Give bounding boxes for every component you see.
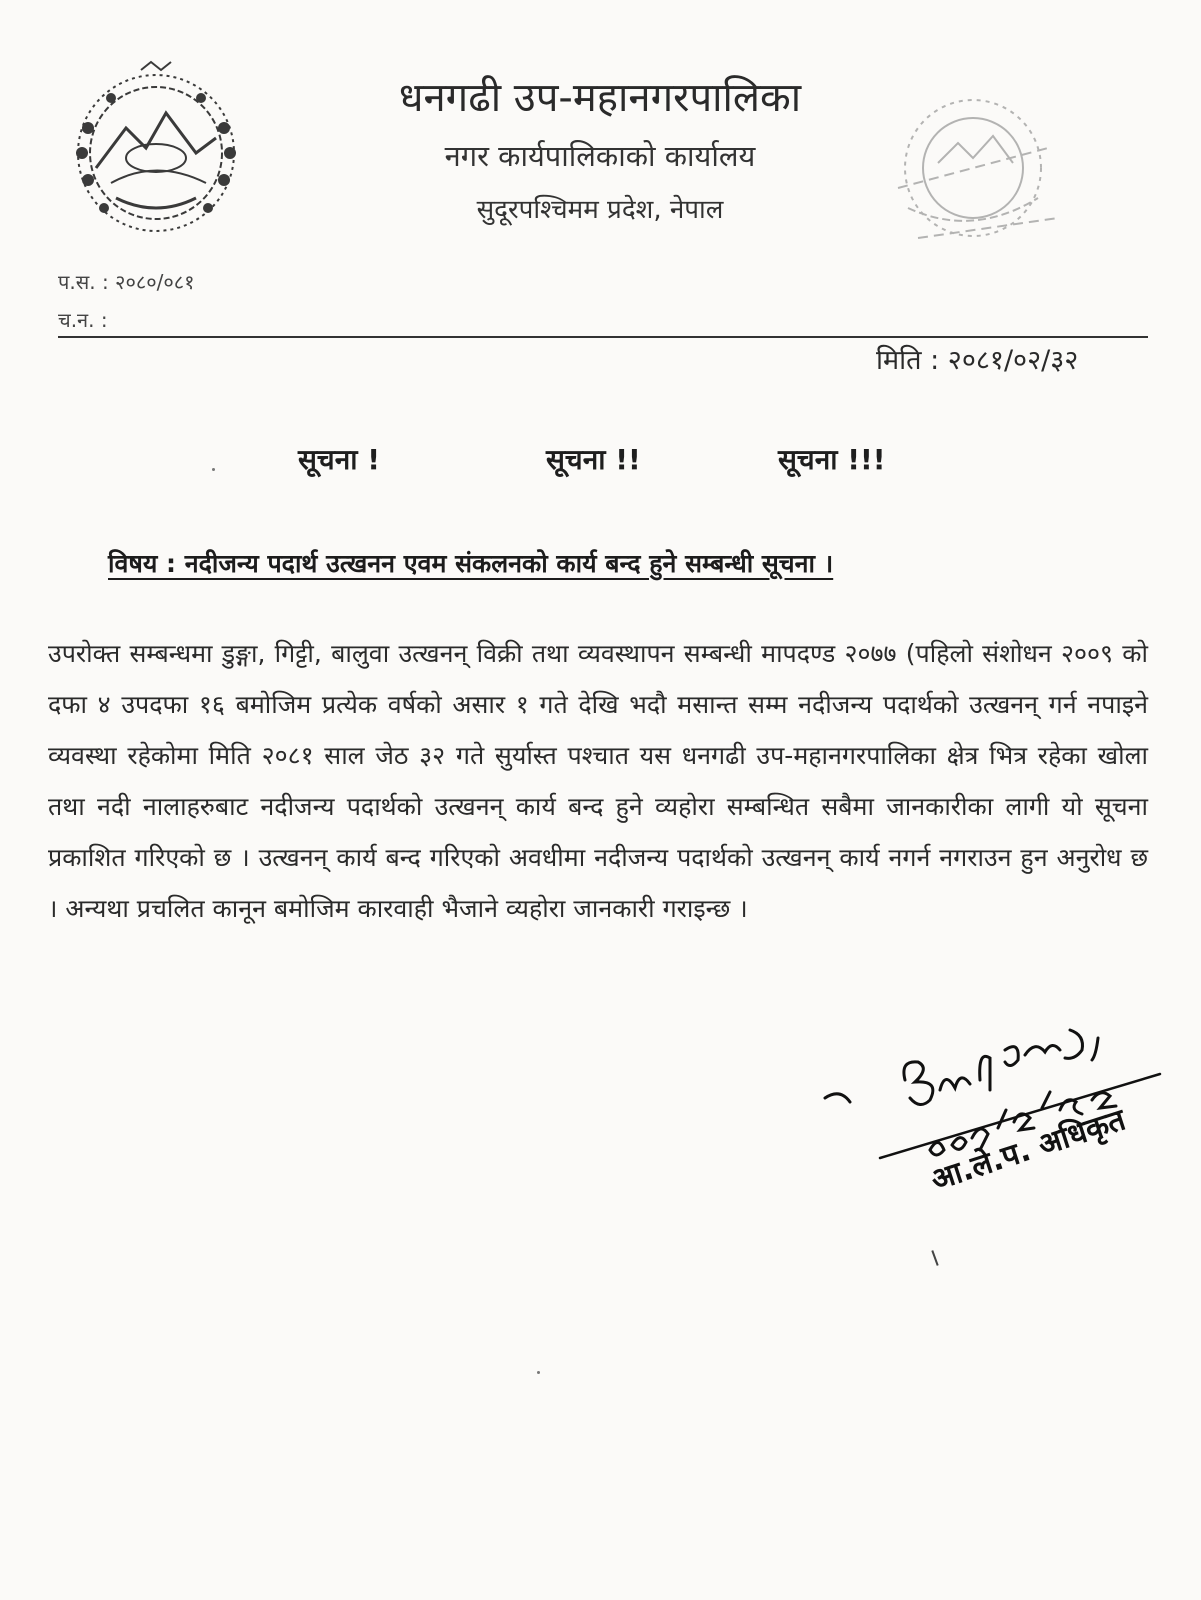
office-name: नगर कार्यपालिकाको कार्यालय bbox=[444, 139, 756, 173]
province-address: सुदूरपश्चिमम प्रदेश, नेपाल bbox=[476, 195, 724, 225]
nepal-emblem-logo bbox=[56, 58, 256, 248]
municipality-name: धनगढी उप-महानगरपालिका bbox=[398, 75, 802, 121]
signer-title: आ.ले.प. अधिकृत bbox=[926, 1102, 1130, 1199]
notice-heading: सूचना !! bbox=[546, 443, 641, 476]
pen-mark bbox=[931, 1250, 938, 1266]
notice-body: उपरोक्त सम्बन्धमा डुङ्गा, गिट्टी, बालुवा उत्खनन् विक्री तथा व्यवस्थापन सम्बन्धी मापदण्ड २०७७ (पहिलो संशोधन २००९ को दफा ४ उपदफा १६ बमोजिम प्रत्येक वर्षको असार १ गते देखि भदौ मसान्त सम्म नदीजन्य पदार्थको उत्खनन् गर्न नपाइने व्यवस्था रहेकोमा मिति २०८१ साल जेठ ३२ गते सुर्यास्त पश्चात यस धनगढी उप-महानगरपालिका क्षेत्र भित्र रहेका खोला तथा नदी नालाहरुबाट नदीजन्य पदार्थको उत्खनन् कार्य बन्द हुने व्यहोरा सम्बन्धित सबैमा जानकारीका लागी यो सूचना प्रकाशित गरिएको छ । उत्खनन् कार्य बन्द गरिएको अवधीमा नदीजन्य पदार्थको उत्खनन् कार्य नगर्न नगराउन हुन अनुरोध छ । अन्यथा प्रचलित कानून बमोजिम कारवाही भैजाने व्यहोरा जानकारी गराइन्छ । bbox=[48, 639, 1148, 923]
subject-line: विषय : नदीजन्य पदार्थ उत्खनन एवम संकलनको कार्य बन्द हुने सम्बन्धी सूचना । bbox=[108, 549, 834, 578]
paper-speck bbox=[212, 468, 215, 471]
header-divider bbox=[58, 336, 1148, 338]
dispatch-number: च.न. : bbox=[58, 308, 108, 332]
office-seal-stamp bbox=[878, 88, 1078, 268]
handwritten-signature bbox=[820, 1010, 1200, 1210]
paper-speck bbox=[537, 1371, 540, 1374]
reference-number: प.स. : २०८०/०८१ bbox=[58, 270, 195, 294]
document-date: मिति : २०८१/०२/३२ bbox=[876, 345, 1079, 376]
notice-heading: सूचना ! bbox=[298, 443, 381, 476]
notice-heading: सूचना !!! bbox=[778, 443, 886, 476]
